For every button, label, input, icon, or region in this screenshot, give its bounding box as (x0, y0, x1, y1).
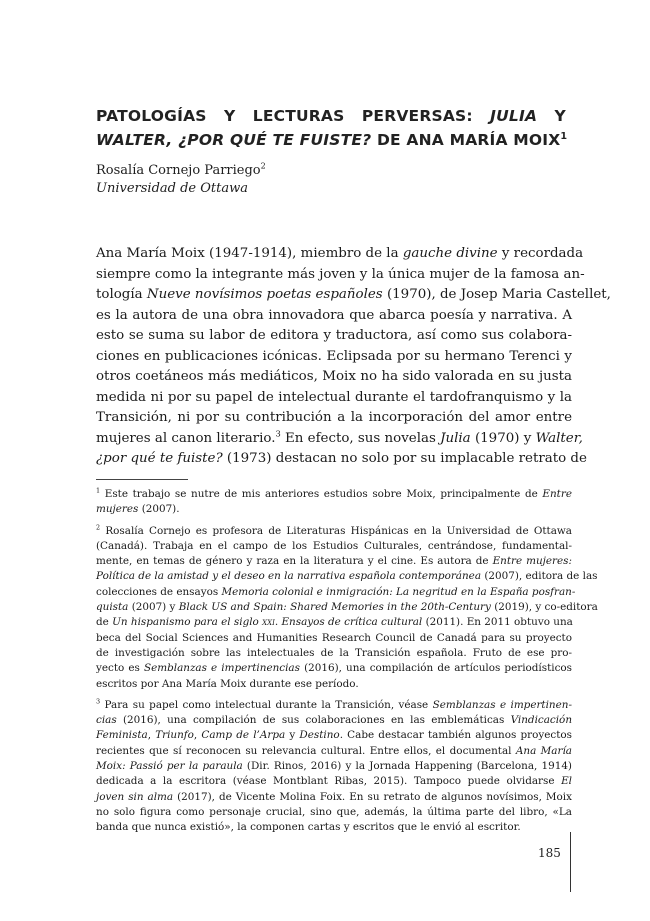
footnote-ref-3[interactable]: 3 (275, 428, 281, 439)
footnote-3: $^3$ Para su papel como intelectual durante la Transición, véase Semblanzas e impertinen- cias (2016), una compilación de sus colaboraciones en las emblemáticas Vindicación Feminista, Triunfo, Camp de l’Arpa y Destino. Cabe destacar también algunos proyectos recientes que sí reconocen su relevancia cultural. Entre ellos, el documental Ana María Moix: Passió per la paraula (Dir. Rinos, 2016) y la Jornada Happening (Barcelona, 1914) dedicada a la escritora (véase Montblant Ribas, 2015). Tampoco puede olvidarse El joven sin alma (2017), de Vicente Molina Foix. En su retrato de algunos novísimos, Moix no solo figura como personaje crucial, sino que, además, la última parte del libro, «La banda que nunca existió», la componen cartas y escritos que le envió al escritor. (96, 697, 573, 834)
footnotes (96, 486, 598, 842)
footnote-divider (96, 479, 188, 480)
footnote-ref-2[interactable]: 2 (260, 161, 266, 171)
body-paragraph: Ana María Moix (1947-1914), miembro de la gauche divine y recordada siempre como la integrante más joven y la única mujer de la famosa an- tología Nueve novísimos poetas españoles (1970), de Josep Maria Castellet, es la autora de una obra innovadora que abarca poesía y narrativa. A esto se suma su labor de editora y traductora, así como sus colabora- ciones en publicaciones icónicas. Eclipsada por su hermano Terenci y otros coetáneos más mediáticos, Moix no ha sido valorada en su justa medida ni por su papel de intelectual durante el tardofranquismo y la Transición, ni por su contribución a la incorporación del amor entre mujeres al canon literario.$^3$ En efecto, sus novelas Julia (1970) y Walter, ¿por qué te fuiste? (1973) destacan no solo por su implacable retrato de (96, 246, 611, 466)
page-number: 185 (538, 846, 561, 860)
page-number-rule (570, 832, 571, 892)
footnote-2: $^2$ Rosalía Cornejo es profesora de Literaturas Hispánicas en la Universidad de Ottawa (Canadá). Trabaja en el campo de los Estudios Culturales, centrándose, fundamental- mente, en temas de género y raza en la literatura y el cine. Es autora de Entre mujeres: Política de la amistad y el deseo en la narrativa española contemporánea (2007), editora de las colecciones de ensayos Memoria colonial e inmigración: La negritud en la España posfran- quista (2007) y Black US and Spain: Shared Memories in the 20th-Century (2019), y co-editora de Un hispanismo para el siglo xxi. Ensayos de crítica cultural (2011). En 2011 obtuvo una beca del Social Sciences and Humanities Research Council de Canadá para su proyecto de investigación sobre las intelectuales de la Transición española. Fruto de ese pro- yecto es Semblanzas e impertinencias (2016), una compilación de artículos periodísticos escritos por Ana María Moix durante ese período. (96, 523, 598, 690)
footnote-ref-1[interactable]: 1 (560, 130, 568, 142)
author-name: Rosalía Cornejo Parriego$^2$ (96, 161, 266, 178)
footnote-1: $^1$ Este trabajo se nutre de mis anteriores estudios sobre Moix, principalmente de Entre mujeres (2007). (96, 486, 572, 516)
chapter-title: PATOLOGÍAS Y LECTURAS PERVERSAS: JULIA Y WALTER, ¿POR QUÉ TE FUISTE? DE ANA MARÍA MOIX$^1$ (96, 107, 568, 149)
author-affiliation: Universidad de Ottawa (96, 181, 248, 196)
